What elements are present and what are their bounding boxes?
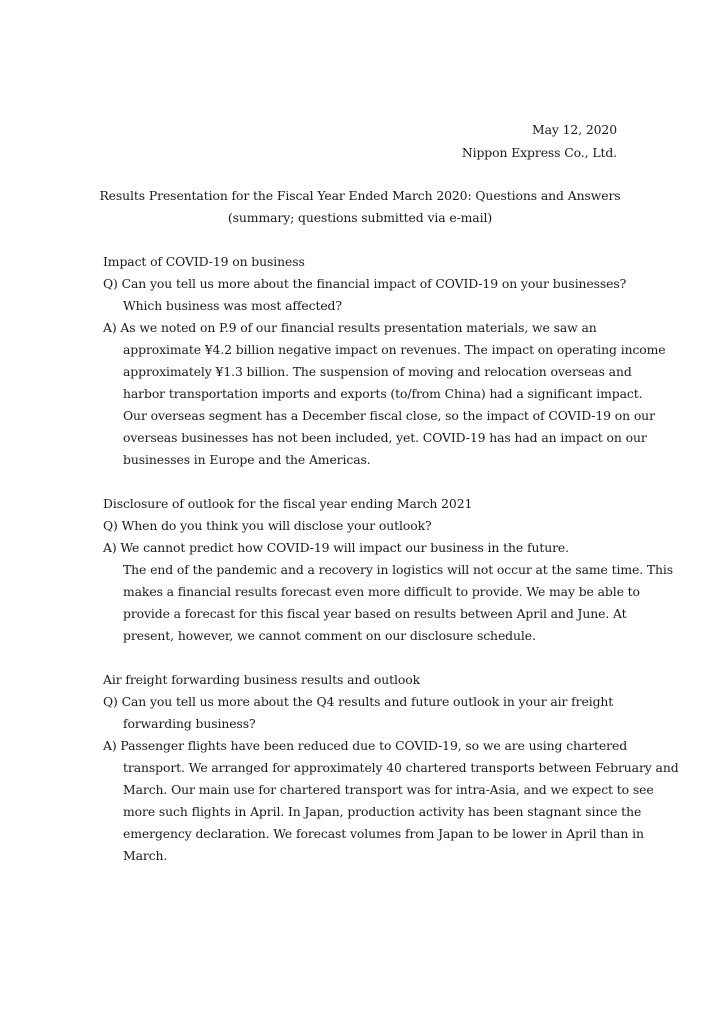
- question-line: Which business was most affected?: [123, 298, 342, 313]
- answer-line: present, however, we cannot comment on our disclosure schedule.: [123, 628, 536, 643]
- company-name: Nippon Express Co., Ltd.: [461, 145, 617, 160]
- answer-line: approximate ¥4.2 billion negative impact on revenues. The impact on operating income: [123, 342, 666, 357]
- document-title: Results Presentation for the Fiscal Year Ended March 2020: Questions and Answers: [99, 188, 621, 203]
- section-heading-air-freight: Air freight forwarding business results and outlook: [103, 672, 421, 687]
- section-heading-outlook-disclosure: Disclosure of outlook for the fiscal year ending March 2021: [103, 496, 473, 511]
- question-line: Q) When do you think you will disclose your outlook?: [103, 518, 432, 533]
- document-date: May 12, 2020: [532, 122, 617, 137]
- answer-line: makes a financial results forecast even more difficult to provide. We may be able to: [123, 584, 640, 599]
- answer-line: March. Our main use for chartered transport was for intra-Asia, and we expect to see: [123, 782, 654, 797]
- answer-line: A) We cannot predict how COVID-19 will impact our business in the future.: [103, 540, 569, 555]
- answer-line: Our overseas segment has a December fiscal close, so the impact of COVID-19 on our: [123, 408, 655, 423]
- answer-line: A) As we noted on P.9 of our financial results presentation materials, we saw an: [103, 320, 597, 335]
- answer-line: provide a forecast for this fiscal year based on results between April and June. At: [123, 606, 627, 621]
- answer-line: A) Passenger flights have been reduced due to COVID-19, so we are using chartered: [103, 738, 628, 753]
- answer-line: transport. We arranged for approximately 40 chartered transports between February and: [123, 760, 679, 775]
- answer-line: overseas businesses has not been included, yet. COVID-19 has had an impact on our: [123, 430, 647, 445]
- answer-line: businesses in Europe and the Americas.: [123, 452, 371, 467]
- question-line: Q) Can you tell us more about the financial impact of COVID-19 on your businesses?: [103, 276, 627, 291]
- answer-line: approximately ¥1.3 billion. The suspension of moving and relocation overseas and: [123, 364, 632, 379]
- question-line: Q) Can you tell us more about the Q4 results and future outlook in your air freight: [103, 694, 614, 709]
- section-heading-covid-impact: Impact of COVID-19 on business: [103, 254, 305, 269]
- answer-line: harbor transportation imports and exports (to/from China) had a significant impact.: [123, 386, 643, 401]
- answer-line: more such flights in April. In Japan, production activity has been stagnant since the: [123, 804, 642, 819]
- answer-line: emergency declaration. We forecast volumes from Japan to be lower in April than in: [123, 826, 644, 841]
- answer-line: The end of the pandemic and a recovery in logistics will not occur at the same time. This: [123, 562, 674, 577]
- answer-line: March.: [123, 848, 168, 863]
- document-subtitle: (summary; questions submitted via e-mail): [227, 210, 493, 225]
- question-line: forwarding business?: [123, 716, 256, 731]
